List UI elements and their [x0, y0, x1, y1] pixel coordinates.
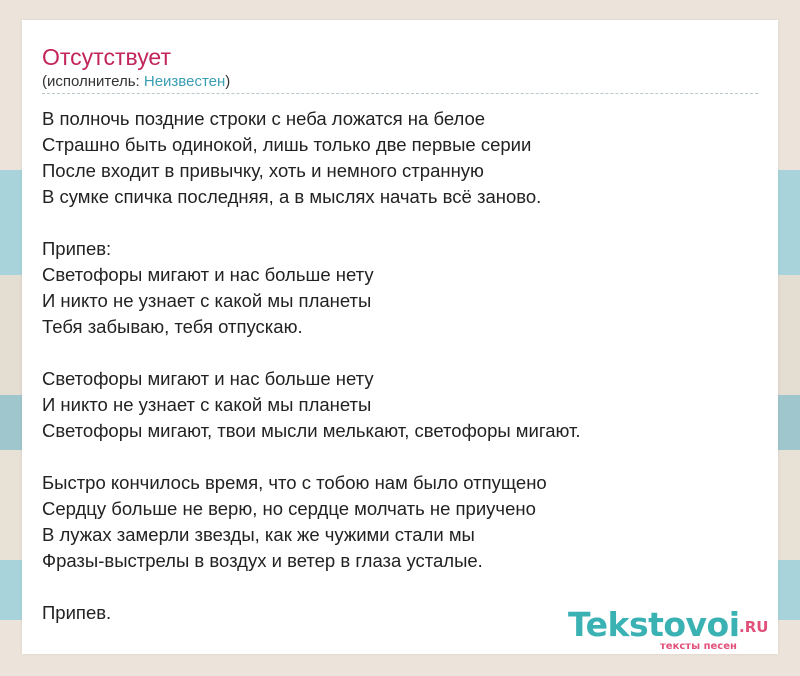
artist-line [42, 72, 230, 92]
lyric-line: Светофоры мигают, твои мысли мелькают, светофоры мигают. [42, 420, 581, 441]
stanza-break [42, 340, 758, 366]
lyric-line: Припев. [42, 602, 112, 623]
lyric-line: После входит в привычку, хоть и немного странную [42, 160, 484, 181]
lyric-line: В сумке спичка последняя, а в мыслях начать всё заново. [42, 186, 542, 207]
lyric-line: Сердцу больше не верю, но сердце молчать не приучено [42, 498, 536, 519]
lyric-line: Светофоры мигают и нас больше нету [42, 264, 374, 285]
lyrics-card [22, 20, 778, 654]
lyric-line: И никто не узнает с какой мы планеты [42, 290, 372, 311]
lyric-line: Припев: [42, 238, 112, 259]
site-logo[interactable] [568, 606, 773, 654]
artist-link[interactable]: Неизвестен [143, 73, 226, 90]
lyric-line: И никто не узнает с какой мы планеты [42, 394, 372, 415]
song-title: Отсутствует [42, 44, 171, 70]
artist-suffix: ) [225, 73, 231, 90]
stanza-break [42, 444, 758, 470]
logo-domain: .RU [739, 618, 769, 636]
lyric-line: Быстро кончилось время, что с тобою нам было отпущено [42, 472, 547, 493]
lyric-line: В лужах замерли звезды, как же чужими стали мы [42, 524, 475, 545]
lyric-line: Тебя забываю, тебя отпускаю. [42, 316, 303, 337]
header-divider [42, 93, 758, 94]
lyric-line: В полночь поздние строки с неба ложатся на белое [42, 108, 486, 129]
stanza-break [42, 210, 758, 236]
logo-tagline: тексты песен [660, 641, 737, 652]
lyric-line: Страшно быть одинокой, лишь только две первые серии [42, 134, 532, 155]
lyrics-text [42, 106, 758, 626]
lyric-line: Фразы-выстрелы в воздух и ветер в глаза усталые. [42, 550, 483, 571]
logo-wordmark: Tekstovoi [568, 605, 740, 644]
stanza-break [42, 574, 758, 600]
artist-prefix: (исполнитель: [42, 73, 144, 90]
lyric-line: Светофоры мигают и нас больше нету [42, 368, 374, 389]
